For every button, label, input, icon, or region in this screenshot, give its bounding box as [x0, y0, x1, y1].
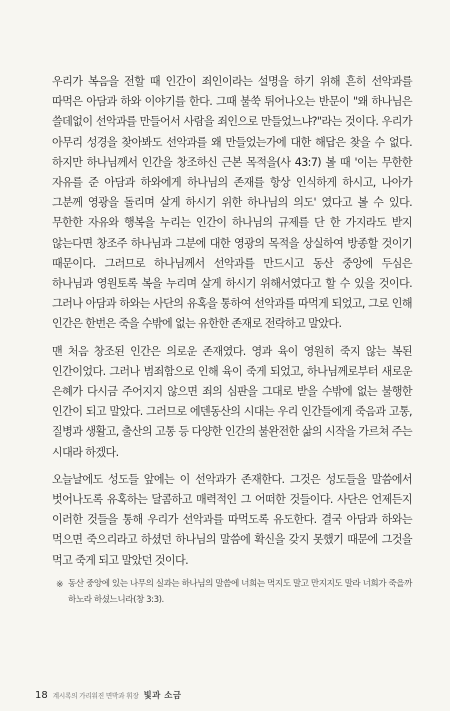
page-footer: [35, 689, 181, 701]
footnote-mark-icon: ※: [56, 580, 64, 590]
running-head: 계시록의 가리워진 면박과 휘장: [52, 692, 139, 700]
paragraph-2: 맨 처음 창조된 인간은 의로운 존재였다. 영과 육이 영원히 죽지 않는 복된 인간이었다. 그러나 범죄함으로 인해 육이 죽게 되었고, 하나님께로부터 새로운 은혜가 다시금 주어지지 않으면 죄의 심판을 그대로 받을 수밖에 없는 불행한 인간이 되고 말았다. 그러므로 에덴동산의 시대는 우리 인간들에게 죽음과 고통, 질병과 생활고, 출산의 고통 등 다양한 인간의 불완전한 삶의 시작을 가르쳐 주는 시대라 하겠다.: [52, 344, 412, 459]
paragraph-3: 오늘날에도 성도들 앞에는 이 선악과가 존재한다. 그것은 성도들을 말씀에서 벗어나도록 유혹하는 달콤하고 매력적인 그 어떠한 것들이다. 사단은 언제든지 이러한 것들을 통해 우리가 선악과를 따먹도록 유도한다. 결국 아담과 하와는 먹으면 죽으리라고 하셨던 하나님의 말씀에 확신을 갖지 못했기 때문에 그것을 먹고 죽게 되고 말았던 것이다.: [52, 472, 412, 567]
footnote: [56, 577, 412, 608]
body-text: [52, 72, 412, 571]
paragraph-1: 우리가 복음을 전할 때 인간이 죄인이라는 설명을 하기 위해 흔히 선악과를 따먹은 아담과 하와 이야기를 한다. 그때 불쑥 튀어나오는 반문이 "왜 하나님은 쓸데없이 선악과를 만들어서 사람을 죄인으로 만들었느냐?"라는 것이다. 우리가 아무리 성경을 찾아봐도 선악과를 왜 만들었는가에 대한 해답은 찾을 수 없다. 하지만 하나님께서 인간을 창조하신 근본 목적을(사 43:7) 볼 때 '이는 무한한 자유를 준 아담과 하와에게 하나님의 존재를 항상 인식하게 하시고, 나아가 그분께 영광을 돌리며 살게 하시기 위한 하나님의 의도' 였다고 볼 수 있다. 무한한 자유와 행복을 누리는 인간이 하나님의 규제를 단 한 가지라도 받지 않는다면 창조주 하나님과 그분에 대한 영광의 목적을 상실하여 방종할 것이기 때문이다. 그러므로 하나님께서 선악과를 만드시고 동산 중앙에 두심은 하나님과 영원토록 복을 누리며 살게 하시기 위해서였다고 할 수 있을 것이다. 그러나 아담과 하와는 사단의 유혹을 통하여 선악과를 따먹게 되었고, 그로 인해 인간은 한번은 죽을 수밖에 없는 유한한 존재로 전락하고 말았다.: [52, 75, 412, 331]
page-number: 18: [35, 690, 48, 701]
footnote-text: 동산 중앙에 있는 나무의 실과는 하나님의 말씀에 너희는 먹지도 말고 만지지도 말라 너희가 죽을까 하노라 하셨느니라(창 3:3).: [68, 579, 412, 605]
book-title: 빛과 소금: [143, 690, 182, 700]
